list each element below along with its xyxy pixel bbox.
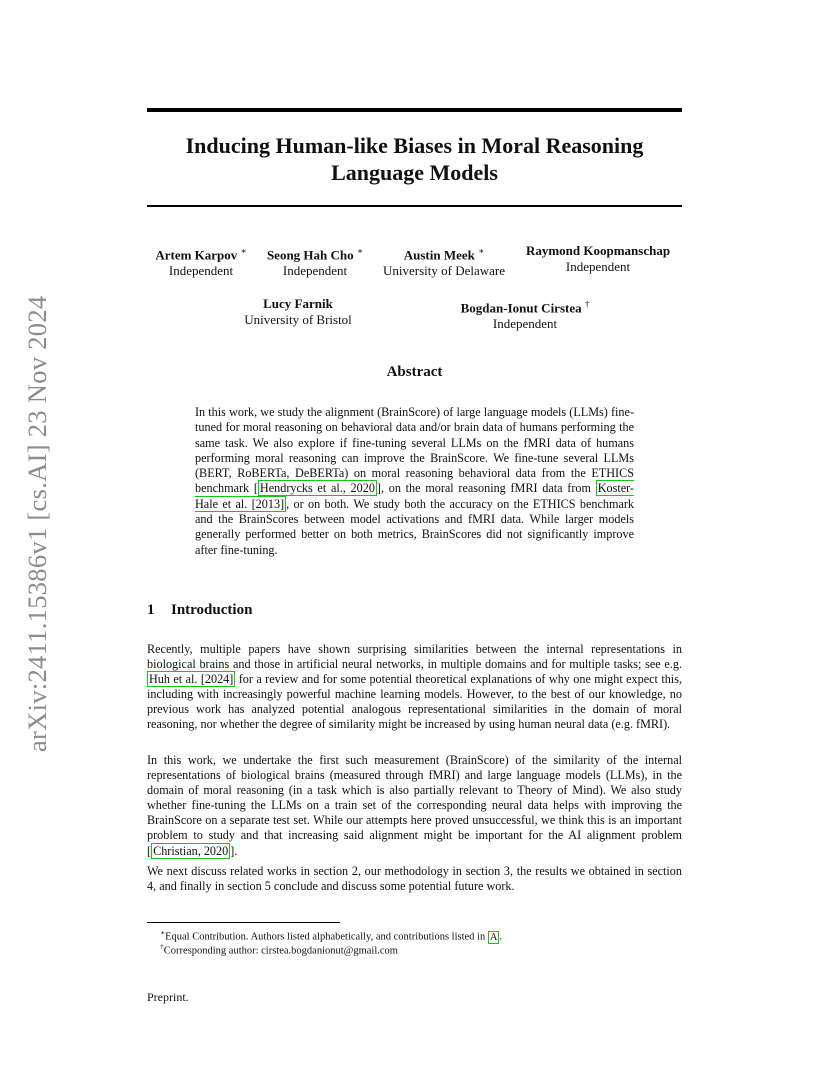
footnote-text: Corresponding author: cirstea.bogdanionut@gmail.com xyxy=(163,945,398,957)
paper-title xyxy=(147,132,682,186)
citation-link[interactable]: Hendrycks et al., 2020 xyxy=(259,481,375,496)
author-block xyxy=(380,243,508,279)
citation-link[interactable]: Christian, 2020 xyxy=(153,843,229,858)
abstract-heading: Abstract xyxy=(386,364,443,380)
paragraph-text: Recently, multiple papers have shown surprising similarities between the internal representations in biological brains and those in artificial neural networks, in multiple domains and for multiple tasks; see e.g. xyxy=(147,642,682,672)
title-line-2: Language Models xyxy=(331,160,498,185)
author-mark: ∗ xyxy=(356,246,364,256)
citation-link[interactable]: Koster-Hale et al. [2013] xyxy=(195,481,634,511)
title-top-rule xyxy=(147,108,682,112)
author-block xyxy=(240,296,356,328)
footnote-mark: † xyxy=(160,942,164,951)
author-block xyxy=(518,243,678,275)
arxiv-identifier: arXiv:2411.15386v1 [cs.AI] 23 Nov 2024 xyxy=(22,295,52,752)
title-bottom-rule xyxy=(147,205,682,207)
paragraph-text: for a review and for some potential theoretical explanations of why one might expect this, including with increasingly powerful machine learning models. However, to the best of our knowledge, no previous work has analyzed potential analogous representational similarities in the domain of moral reasoning, nor whether the degree of similarity might be increased by using human neural data (e.g. fMRI). xyxy=(147,672,682,732)
footnote-text: Equal Contribution. Authors listed alphabetically, and contributions listed in xyxy=(165,931,488,943)
title-line-1: Inducing Human-like Biases in Moral Reasoning xyxy=(185,133,644,158)
author-mark: ∗ xyxy=(478,246,485,256)
author-name: Bogdan-Ionut Cirstea xyxy=(460,300,582,316)
footnote-mark: ∗ xyxy=(160,928,166,937)
author-block xyxy=(147,243,255,279)
author-block xyxy=(259,243,371,279)
author-affiliation: Independent xyxy=(168,263,234,279)
appendix-link[interactable]: A xyxy=(489,931,498,943)
author-affiliation: Independent xyxy=(565,259,631,274)
citation-link[interactable]: Huh et al. [2024] xyxy=(149,672,234,687)
abstract-text: , or on both. We study both the accuracy on the ETHICS benchmark and the BrainScores between model activations and fMRI data. While larger models generally performed better on both metrics, BrainScores did not significantly improve after fine-tuning. xyxy=(195,496,635,557)
author-name: Raymond Koopmanschap xyxy=(525,243,671,258)
abstract-text: ], on the moral reasoning fMRI data from xyxy=(376,481,596,496)
author-mark: ∗ xyxy=(240,246,247,256)
author-name: Lucy Farnik xyxy=(263,296,333,311)
author-affiliation: Independent xyxy=(282,263,348,279)
paragraph-text: ]. xyxy=(230,843,238,858)
section-number: 1 xyxy=(147,602,155,618)
author-affiliation: University of Delaware xyxy=(382,263,505,279)
author-name: Seong Hah Cho xyxy=(266,247,354,263)
author-affiliation: University of Bristol xyxy=(244,312,352,327)
paragraph-text: In this work, we undertake the first such measurement (BrainScore) of the similarity of the internal representations of biological brains (measured through fMRI) and large language models (LLMs), in the domain of moral reasoning (in a task which is also partially relevant to Theory of Mind). We also study whether fine-tuning the LLMs on a train set of the corresponding neural data helps with improving the BrainScore on a separate test set. While our attempts here proved unsuccessful, we think this is an important problem to study and that increasing said alignment might be important for the AI alignment problem [ xyxy=(147,753,682,858)
abstract-text: In this work, we study the alignment (BrainScore) of large language models (LLMs) fine-tuned for moral reasoning on behavioral data and/or brain data of humans performing the same task. We also explore if fine-tuning several LLMs on the fMRI data of humans performing moral reasoning can improve the BrainScore. We fine-tune several LLMs (BERT, RoBERTa, DeBERTa) on moral reasoning behavioral data from the ETHICS benchmark [ xyxy=(195,405,634,496)
section-heading xyxy=(147,602,252,619)
author-mark: † xyxy=(584,299,590,309)
intro-paragraph-3: We next discuss related works in section 2, our methodology in section 3, the results we obtained in section 4, and finally in section 5 conclude and discuss some potential future work. xyxy=(147,864,682,894)
footnote-2 xyxy=(160,940,398,959)
author-block xyxy=(450,296,600,332)
intro-paragraph-1 xyxy=(147,642,682,733)
section-title: Introduction xyxy=(171,602,253,618)
author-name: Artem Karpov xyxy=(155,247,238,263)
preprint-label: Preprint. xyxy=(147,990,189,1004)
footnote-text: . xyxy=(499,931,503,943)
footnote-rule xyxy=(147,922,340,923)
author-affiliation: Independent xyxy=(492,316,558,332)
author-name: Austin Meek xyxy=(403,247,475,263)
intro-paragraph-2 xyxy=(147,753,682,859)
abstract-body xyxy=(195,405,634,558)
